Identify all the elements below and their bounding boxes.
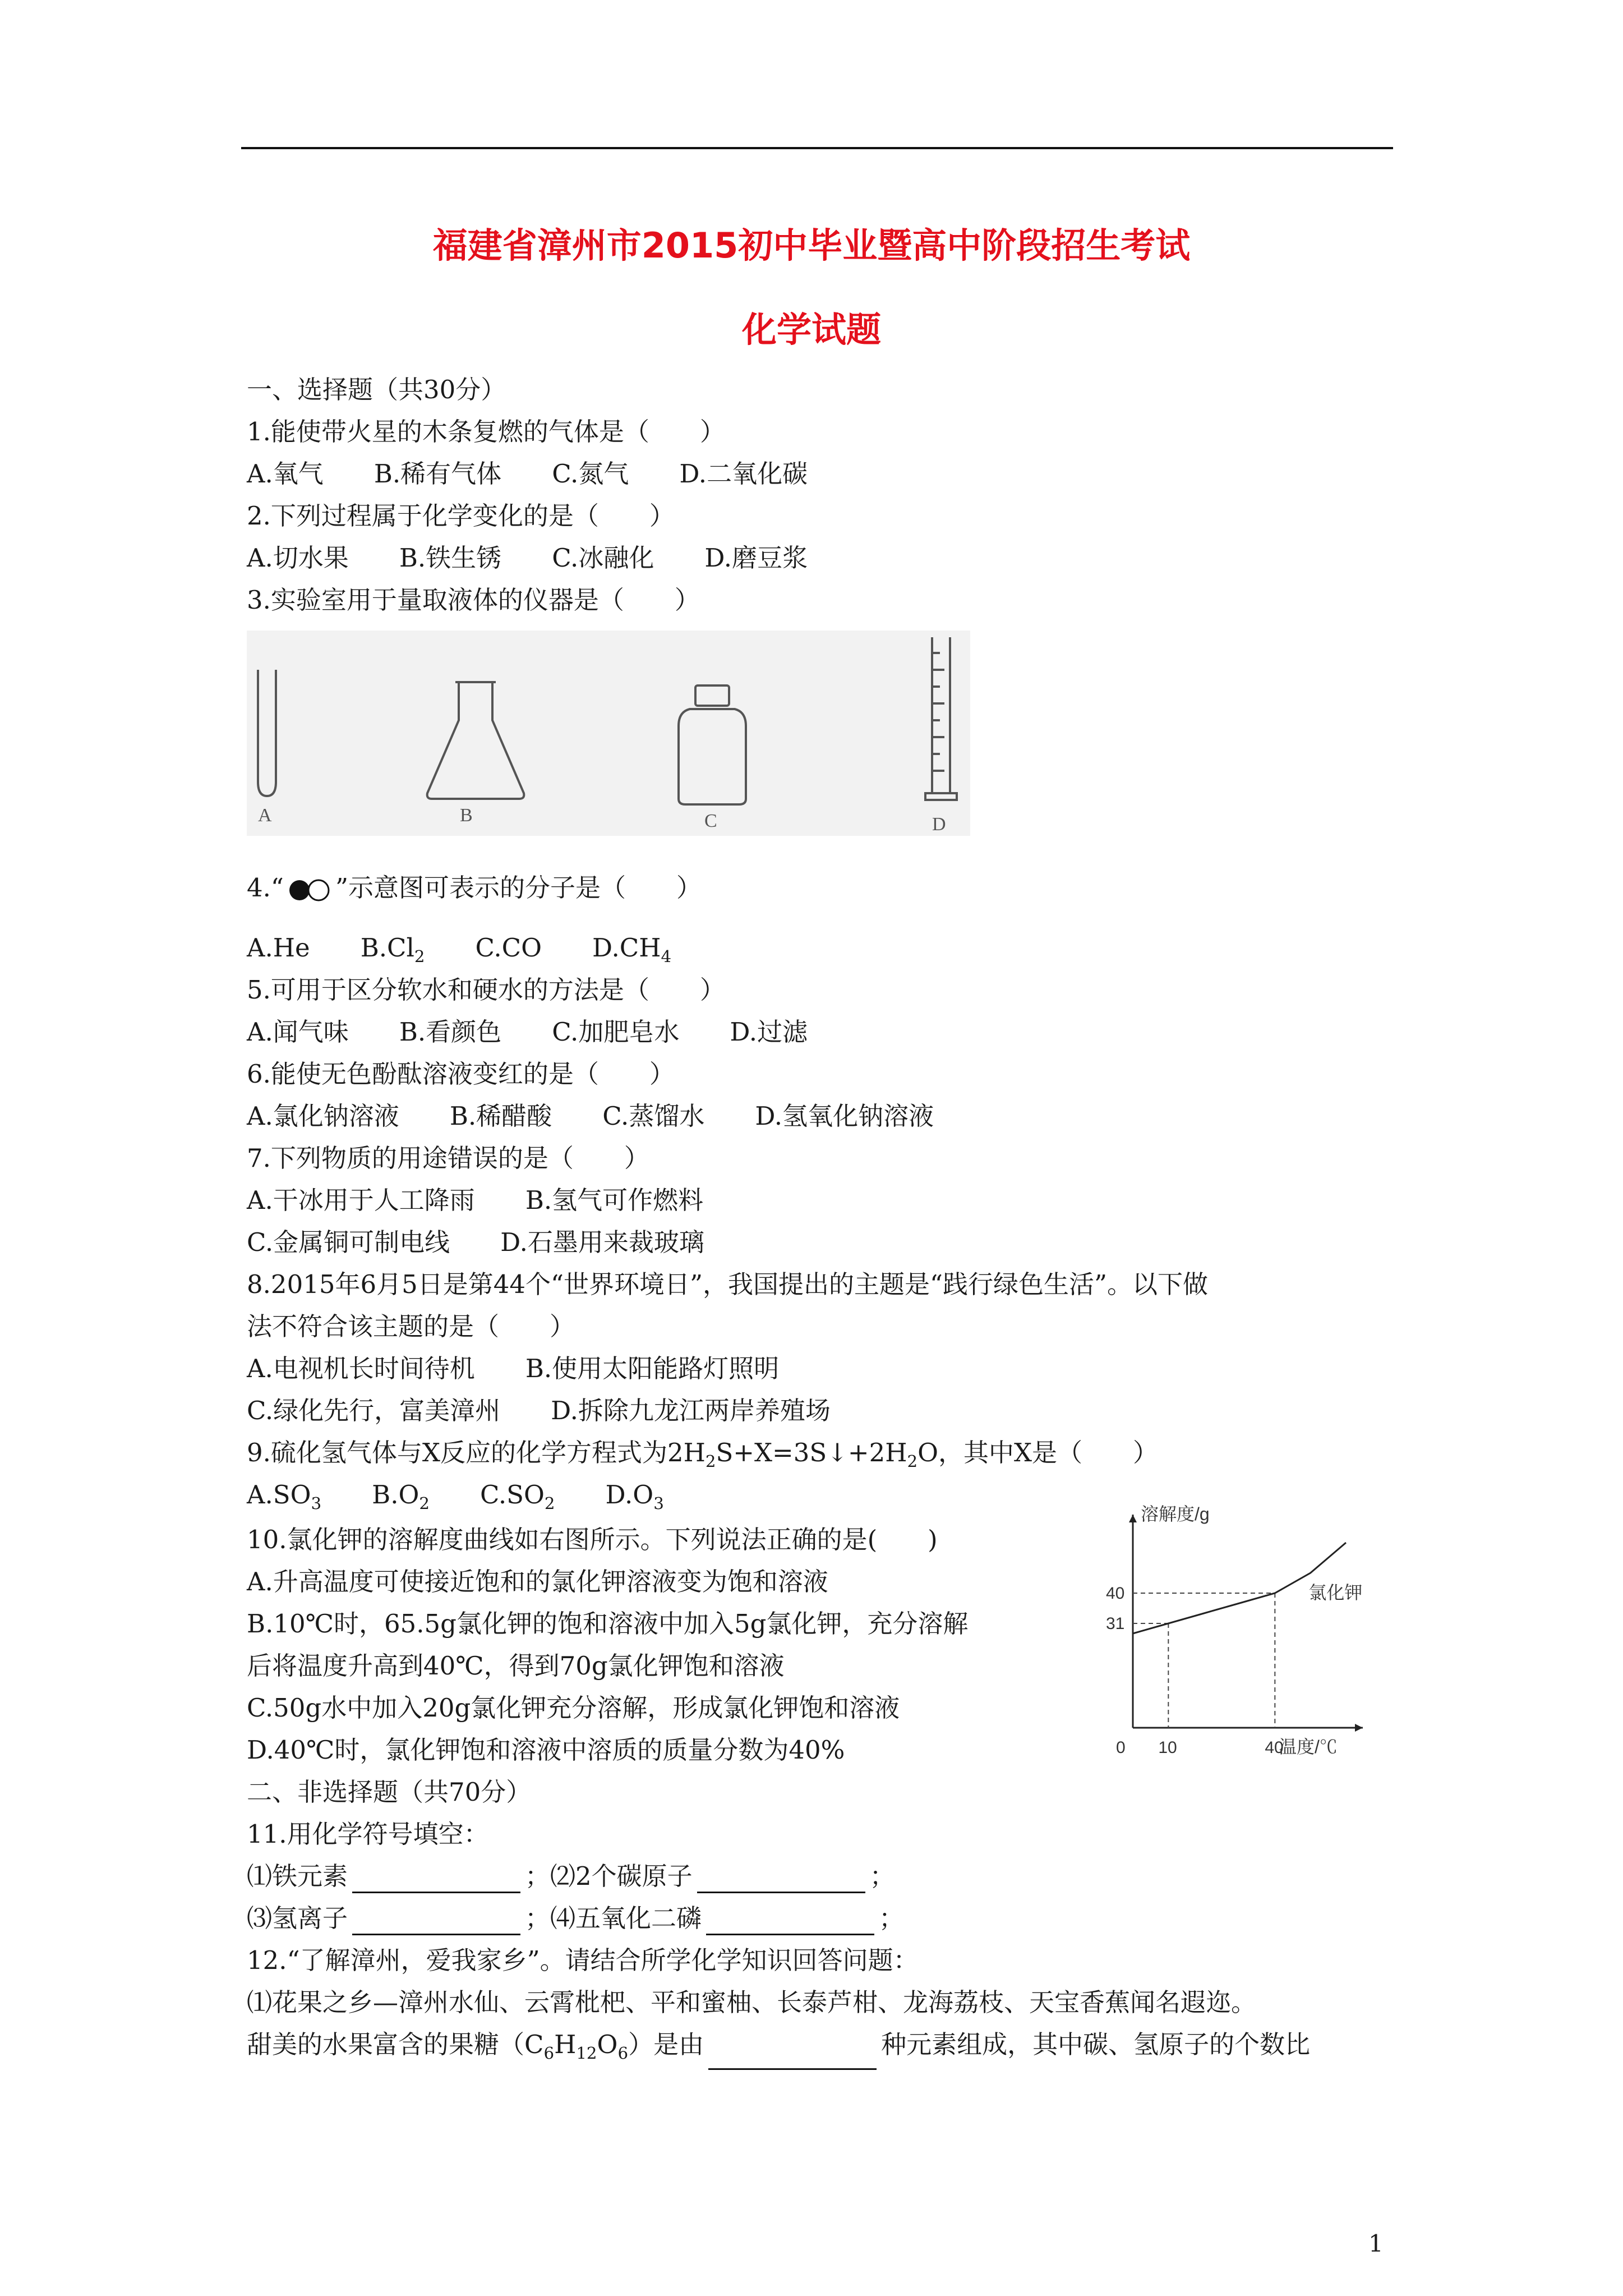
q12-blank-1[interactable] [708,2044,877,2070]
q7-stem: 7.下列物质的用途错误的是（ ） [247,1143,649,1173]
q9-option-d-sub: 3 [653,1494,664,1513]
q10-line-b2: 后将温度升高到40℃，得到70g氯化钾饱和溶液 [247,1651,785,1681]
q7-options-row1 [247,1184,703,1217]
figure-label-a: A [258,805,272,826]
figure-label-d: D [932,814,946,835]
q10-line-a: A.升高温度可使接近饱和的氯化钾溶液变为饱和溶液 [247,1567,828,1596]
q9-sub-1: 2 [705,1452,716,1471]
q11-item-2: ；⑵2个碳原子 [525,1861,693,1891]
q9-stem-c: O，其中X是（ ） [917,1438,1159,1467]
q12-line2-a: 甜美的水果富含的果糖（C [247,2030,544,2059]
q8-option-c: C.绿化先行，富美漳州 [247,1396,501,1425]
q8-option-d: D.拆除九龙江两岸养殖场 [551,1396,831,1425]
q8-stem-line2: 法不符合该主题的是（ ） [247,1312,575,1341]
q7-option-a: A.干冰用于人工降雨 [247,1185,475,1215]
q12-sub-c: 6 [543,2044,555,2063]
exam-title: 福建省漳州市2015初中毕业暨高中阶段招生考试 [432,225,1191,266]
q11-item-3: ⑶氢离子 [247,1903,348,1933]
q7-option-c: C.金属铜可制电线 [247,1227,450,1257]
q5-stem: 5.可用于区分软水和硬水的方法是（ ） [247,975,725,1005]
q12-line1: ⑴花果之乡—漳州水仙、云霄枇杷、平和蜜柚、长泰芦柑、龙海荔枝、天宝香蕉闻名遐迩。 [247,1987,1257,2017]
instruments-svg [247,631,970,836]
q8-option-a: A.电视机长时间待机 [247,1354,475,1383]
q4-option-b-sub: 2 [414,947,425,966]
graduated-cylinder-icon [925,637,957,800]
reagent-bottle-icon [679,685,746,804]
header-rule [241,147,1393,149]
q11-row1 [247,1860,895,1893]
q9-sub-2: 2 [907,1452,918,1471]
q2-stem: 2.下列过程属于化学变化的是（ ） [247,501,675,531]
solubility-chart-svg [1094,1503,1385,1761]
q12-line2-c: O [597,2030,618,2059]
q4-stem-post: ”示意图可表示的分子是（ ） [335,873,702,903]
q5-option-c: C.加肥皂水 [552,1017,680,1047]
q4-option-c: C.CO [475,933,542,963]
q10-stem: 10.氯化钾的溶解度曲线如右图所示。下列说法正确的是( ) [247,1525,938,1554]
q6-option-a: A.氯化钠溶液 [247,1101,399,1131]
q12-sub-h: 12 [576,2044,597,2063]
q2-option-b: B.铁生锈 [399,543,502,573]
q11-blank-3[interactable] [352,1909,520,1935]
q11-blank-2[interactable] [697,1867,865,1893]
q9-option-c-sub: 2 [544,1494,555,1513]
series-label-kcl: 氯化钾 [1308,1582,1363,1603]
q5-options [247,1015,808,1049]
q12-line2-d: ）是由 [628,2030,704,2059]
diatomic-molecule-icon [284,877,335,903]
q12-line2 [247,2028,1310,2070]
q10-line-b: B.10℃时，65.5g氯化钾的饱和溶液中加入5g氯化钾，充分溶解 [247,1609,969,1639]
q4-options [247,931,671,973]
lab-instruments-figure [247,631,970,836]
q8-options-row1 [247,1352,779,1386]
q8-stem-line1: 8.2015年6月5日是第44个“世界环境日”，我国提出的主题是“践行绿色生活”。以下做 [247,1269,1209,1299]
x-tick-label: 0 [1116,1738,1126,1757]
q2-options [247,541,808,575]
q11-item-4-end: ； [879,1903,905,1933]
y-axis-label: 溶解度/g [1141,1504,1210,1524]
q9-option-a: A.SO [247,1480,311,1510]
q1-option-c: C.氮气 [552,459,629,489]
q9-options [247,1478,664,1520]
y-axis-arrow [1129,1515,1137,1522]
q4-stem [247,871,702,905]
q11-blank-4[interactable] [706,1909,874,1935]
x-axis-label: 温度/℃ [1279,1737,1338,1757]
q1-options [247,457,808,491]
q6-option-c: C.蒸馏水 [602,1101,705,1131]
q4-option-a: A.He [247,933,310,963]
q9-stem-b: S+X=3S↓+2H [716,1438,907,1467]
q7-options-row2 [247,1226,704,1259]
q2-option-c: C.冰融化 [552,543,654,573]
q5-option-a: A.闻气味 [247,1017,349,1047]
y-tick-label: 40 [1106,1584,1125,1603]
section-2-label: 二、非选择题（共70分） [247,1777,532,1807]
q4-option-d-sub: 4 [661,947,672,966]
q11-item-1: ⑴铁元素 [247,1861,348,1891]
q11-item-2-end: ； [869,1861,895,1891]
q7-option-b: B.氢气可作燃料 [525,1185,704,1215]
x-axis-arrow [1355,1724,1363,1732]
q4-option-d: D.CH [592,933,661,963]
q5-option-b: B.看颜色 [399,1017,502,1047]
section-1-label: 一、选择题（共30分） [247,375,506,404]
q9-stem [247,1436,1158,1478]
x-tick-label: 10 [1158,1738,1177,1757]
q11-blank-1[interactable] [352,1867,520,1893]
q5-option-d: D.过滤 [730,1017,808,1047]
q2-option-d: D.磨豆浆 [704,543,808,573]
q9-option-a-sub: 3 [311,1494,322,1513]
q4-stem-pre: 4.“ [247,873,284,903]
q11-row2 [247,1902,904,1935]
q12-stem: 12.“了解漳州，爱我家乡”。请结合所学化学知识回答问题： [247,1945,919,1975]
q6-options [247,1099,934,1133]
q6-option-b: B.稀醋酸 [449,1101,552,1131]
q9-option-b-sub: 2 [419,1494,430,1513]
figure-label-b: B [460,805,473,826]
q9-stem-a: 9.硫化氢气体与X反应的化学方程式为2H [247,1438,706,1467]
q10-line-d: D.40℃时，氯化钾饱和溶液中溶质的质量分数为40% [247,1735,845,1765]
q3-stem: 3.实验室用于量取液体的仪器是（ ） [247,585,700,615]
q1-option-a: A.氧气 [247,459,324,489]
q12-line2-b: H [554,2030,577,2059]
exam-subtitle: 化学试题 [741,309,881,350]
test-tube-icon [258,670,276,796]
q6-option-d: D.氢氧化钠溶液 [755,1101,934,1131]
q9-option-b: B.O [372,1480,419,1510]
q12-line2-e: 种元素组成，其中碳、氢原子的个数比 [881,2030,1311,2059]
q9-option-c: C.SO [480,1480,545,1510]
y-tick-label: 31 [1106,1614,1125,1633]
q10-line-c: C.50g水中加入20g氯化钾充分溶解，形成氯化钾饱和溶液 [247,1693,900,1723]
figure-label-c: C [704,811,717,831]
q12-sub-o: 6 [617,2044,629,2063]
conical-flask-icon [427,682,524,799]
q11-item-4: ；⑷五氧化二磷 [525,1903,702,1933]
q8-option-b: B.使用太阳能路灯照明 [525,1354,780,1383]
q1-stem: 1.能使带火星的木条复燃的气体是（ ） [247,417,725,447]
q2-option-a: A.切水果 [247,543,349,573]
q7-option-d: D.石墨用来裁玻璃 [500,1227,704,1257]
q9-option-d: D.O [605,1480,654,1510]
q6-stem: 6.能使无色酚酞溶液变红的是（ ） [247,1059,675,1089]
x-tick-label: 40 [1265,1738,1284,1757]
q1-option-b: B.稀有气体 [374,459,502,489]
q4-option-b: B.Cl [360,933,414,963]
q11-stem: 11.用化学符号填空： [247,1819,489,1849]
q1-option-d: D.二氧化碳 [679,459,808,489]
page-number: 1 [1368,2230,1384,2257]
q8-options-row2 [247,1394,831,1428]
kcl-solubility-chart [1094,1503,1385,1761]
